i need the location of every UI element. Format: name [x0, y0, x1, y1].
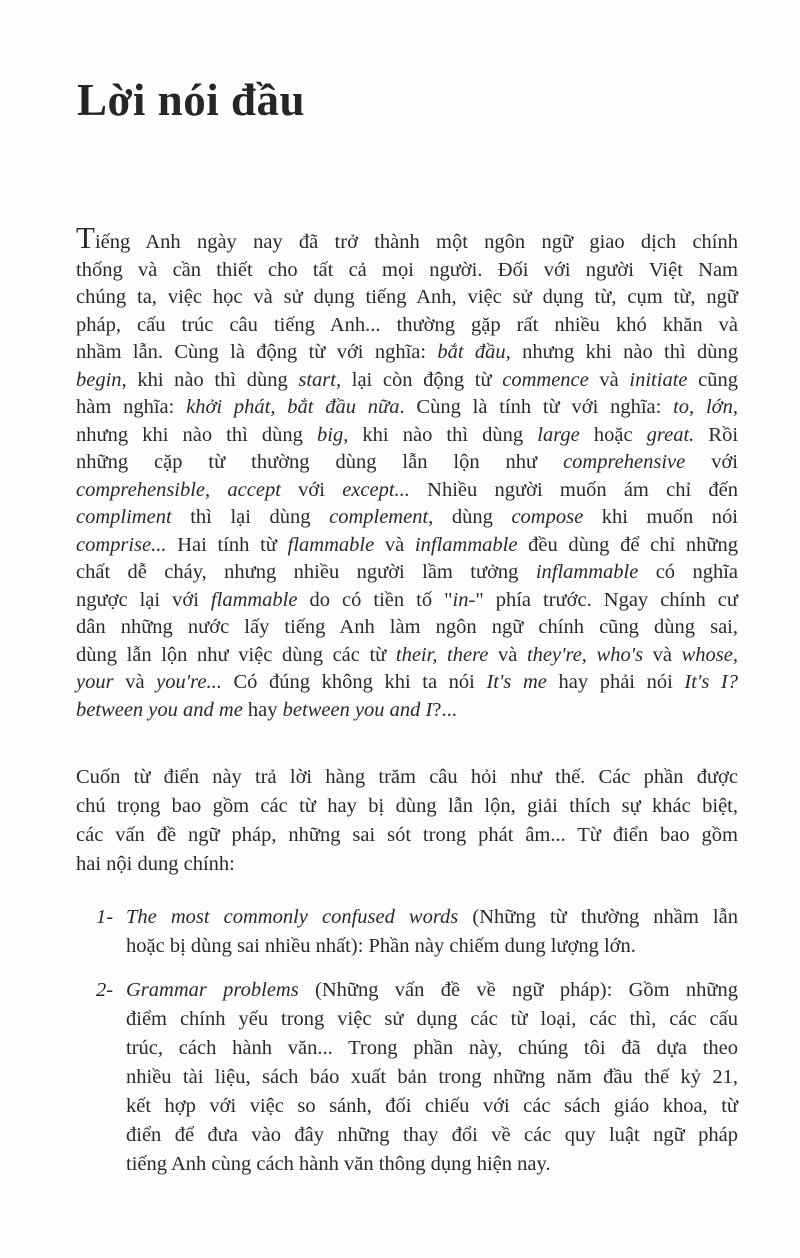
text-run: Nhiều người muốn ám chỉ đến	[409, 478, 738, 501]
italic-term: great.	[646, 423, 695, 446]
text-run: do có tiền tố "	[297, 588, 453, 611]
text-line	[76, 821, 738, 850]
italic-term: except...	[342, 478, 410, 501]
text-run: và	[374, 533, 415, 556]
italic-term: comprise...	[76, 533, 167, 556]
text-line	[76, 339, 738, 367]
italic-term: Grammar problems	[126, 979, 299, 1001]
italic-term: compose	[511, 506, 584, 528]
text-run: hay phải nói	[546, 671, 685, 693]
page-title: Lời nói đầu	[77, 75, 306, 125]
text-run: với	[280, 478, 343, 501]
text-line	[126, 1034, 738, 1063]
text-line	[126, 1005, 738, 1034]
text-run: hoặc	[579, 423, 647, 446]
italic-term: flammable	[210, 588, 298, 611]
text-run: nhiều tài liệu, sách báo xuất bản trong những năm đầu thế kỷ 21,	[126, 1066, 738, 1088]
text-line	[76, 422, 738, 450]
text-line	[76, 587, 738, 615]
text-run: dân những nước lấy tiếng Anh làm ngôn ngữ chính cũng dùng sai,	[76, 616, 738, 638]
contents-paragraph	[76, 763, 738, 879]
text-line	[76, 477, 738, 505]
text-run: dùng lẫn lộn như việc dùng các từ	[76, 643, 396, 666]
list-item-text	[126, 976, 738, 1179]
italic-term: complement,	[329, 506, 434, 528]
text-run: kết hợp với việc so sánh, đối chiếu với các sách giáo khoa, từ	[126, 1095, 738, 1117]
italic-term: large	[537, 423, 580, 446]
text-run: có nghĩa	[638, 561, 738, 583]
text-run: (Những vấn đề về ngữ pháp): Gồm những	[298, 979, 738, 1001]
italic-term: their, there	[395, 643, 489, 666]
text-line	[76, 449, 738, 477]
italic-term: inflammable	[414, 533, 518, 556]
text-run: (Những từ thường nhầm lẫn	[458, 906, 738, 928]
text-line	[76, 312, 738, 340]
text-run: Có đúng không khi ta nói	[221, 671, 487, 693]
text-run: hay	[242, 698, 283, 721]
text-line	[76, 792, 738, 821]
italic-term: khởi phát, bắt đầu nữa	[186, 396, 400, 418]
text-line	[76, 394, 738, 422]
italic-term: between you and me	[76, 698, 243, 721]
text-line	[76, 504, 738, 532]
text-line	[76, 559, 738, 587]
text-run: chú trọng bao gồm các từ hay bị dùng lẫn lộn, giải thích sự khác biệt,	[76, 795, 738, 817]
text-run: trúc, cách hành văn... Trong phần này, chúng tôi đã dựa theo	[126, 1037, 738, 1059]
text-line	[76, 697, 738, 725]
text-run: và	[488, 643, 527, 666]
italic-term: It's I?	[684, 671, 738, 693]
italic-term: commence	[502, 368, 589, 391]
text-run: lại còn động từ	[341, 368, 503, 391]
text-run: thống và cần thiết cho tất cả mọi người. Đối với người Việt Nam	[76, 258, 738, 281]
list-number: 1-	[96, 906, 114, 928]
text-line	[76, 257, 738, 285]
list-item-grammar-problems	[96, 976, 738, 1179]
text-run: cũng	[687, 368, 738, 391]
text-line	[126, 1121, 738, 1150]
text-run: và	[588, 368, 630, 391]
text-run: pháp, cấu trúc câu tiếng Anh... thường gặp rất nhiều khó khăn và	[76, 313, 738, 336]
text-run: Rồi	[694, 423, 739, 446]
text-line	[76, 284, 738, 312]
italic-term: start,	[298, 368, 342, 391]
text-line	[126, 1150, 738, 1179]
text-run: chúng ta, việc học và sử dụng tiếng Anh, việc sử dụng từ, cụm từ, ngữ	[76, 286, 738, 308]
list-number: 2-	[96, 979, 114, 1001]
text-run: khi muốn nói	[583, 506, 738, 528]
italic-term: compliment	[76, 506, 172, 528]
text-run: " phía trước. Ngay chính cư	[475, 588, 738, 611]
text-run: với	[685, 451, 738, 473]
italic-term: they're, who's	[526, 643, 644, 666]
list-item-confused-words	[96, 903, 738, 961]
italic-term: It's me	[486, 671, 547, 693]
italic-term: flammable	[287, 533, 375, 556]
text-run: nhưng khi nào thì dùng	[76, 423, 318, 446]
text-line	[76, 367, 738, 395]
text-line	[76, 669, 738, 697]
intro-paragraph	[76, 220, 739, 724]
text-run: ngược lại với	[76, 588, 211, 611]
italic-term: between you and I	[282, 698, 433, 721]
italic-term: comprehensive	[563, 451, 686, 473]
text-run: hoặc bị dùng sai nhiều nhất): Phần này chiếm dung lượng lớn.	[126, 935, 636, 957]
italic-term: big,	[317, 423, 349, 446]
text-run: Hai tính từ	[166, 533, 288, 556]
text-line	[126, 1063, 738, 1092]
text-run: chất dễ cháy, nhưng nhiều người lầm tưởng	[76, 561, 536, 583]
text-run: hai nội dung chính:	[76, 853, 235, 875]
text-line	[76, 642, 738, 670]
text-line	[126, 932, 738, 961]
text-run: khi nào thì dùng	[348, 423, 538, 446]
text-run: và	[113, 671, 157, 693]
italic-term: begin,	[76, 368, 127, 391]
italic-term: The most commonly confused words	[126, 906, 459, 928]
italic-term: comprehensible, accept	[76, 478, 281, 501]
text-run: . Cùng là tính từ với nghĩa:	[399, 396, 674, 418]
italic-term: initiate	[629, 368, 688, 391]
text-line	[76, 220, 738, 257]
text-run: điển để đưa vào đây những thay đổi về các quy luật ngữ pháp	[126, 1124, 738, 1146]
italic-term: you're...	[156, 671, 222, 693]
text-line	[76, 850, 738, 879]
italic-term: inflammable	[535, 561, 639, 583]
italic-term: bắt đầu,	[437, 341, 511, 363]
text-line	[76, 614, 738, 642]
italic-term: in-	[452, 588, 476, 611]
text-run: các vấn đề ngữ pháp, những sai sót trong phát âm... Từ điển bao gồm	[76, 824, 738, 846]
text-run: những cặp từ thường dùng lẫn lộn như	[76, 451, 564, 473]
text-run: Cuốn từ điển này trả lời hàng trăm câu hỏi như thế. Các phần được	[76, 766, 738, 788]
text-run: hàm nghĩa:	[76, 396, 187, 418]
text-run: nhầm lẫn. Cùng là động từ với nghĩa:	[76, 341, 438, 363]
text-run: điểm chính yếu trong việc sử dụng các từ loại, các thì, các cấu	[126, 1008, 738, 1030]
text-run: thì lại dùng	[171, 506, 330, 528]
italic-term: your	[76, 671, 114, 693]
text-line	[126, 903, 738, 932]
text-line	[76, 763, 738, 792]
drop-cap: T	[76, 220, 95, 255]
text-line	[76, 532, 738, 560]
list-item-text	[126, 903, 738, 961]
text-line	[126, 976, 738, 1005]
text-run: ?...	[432, 698, 457, 721]
italic-term: to, lớn,	[673, 396, 738, 418]
text-run: đều dùng để chỉ những	[517, 533, 739, 556]
text-run: nhưng khi nào thì dùng	[510, 341, 739, 363]
italic-term: whose,	[681, 643, 738, 666]
text-run: dùng	[433, 506, 512, 528]
text-line	[126, 1092, 738, 1121]
text-run: iếng Anh ngày nay đã trở thành một ngôn ngữ giao dịch chính	[94, 231, 738, 253]
text-run: tiếng Anh cùng cách hành văn thông dụng hiện nay.	[126, 1153, 551, 1175]
text-run: và	[643, 643, 682, 666]
text-run: khi nào thì dùng	[126, 368, 299, 391]
